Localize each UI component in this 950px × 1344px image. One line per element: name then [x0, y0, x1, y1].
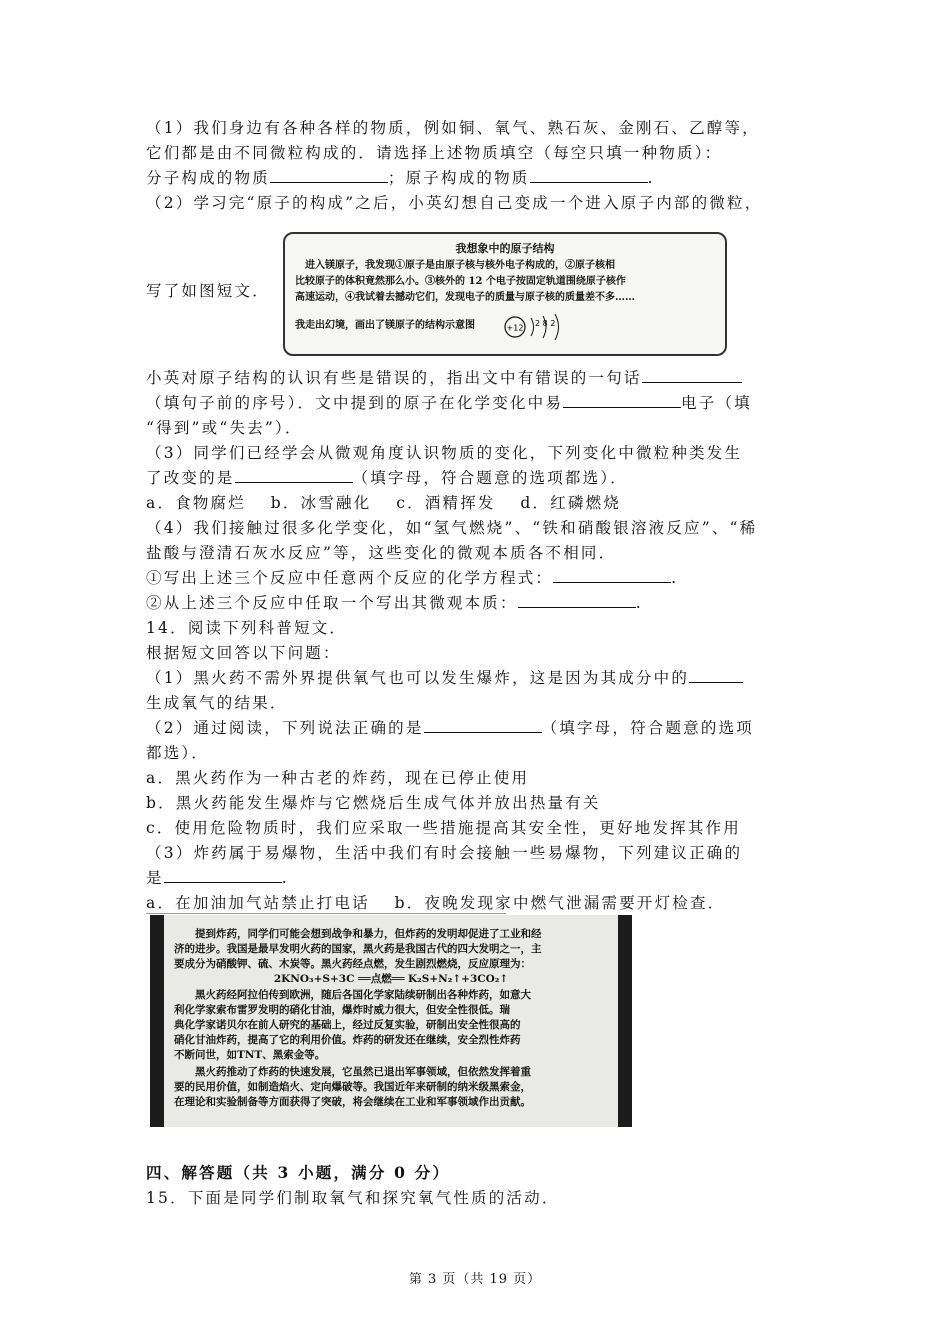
q14-part2-prompt: （2）通过阅读，下列说法正确的是	[146, 719, 424, 737]
q1-end: .	[647, 169, 655, 187]
q14-part2-line1	[146, 718, 754, 738]
section-heading: 四、解答题（共 3 小题，满分 0 分）	[146, 1163, 451, 1182]
q1-label-atom: ；原子构成的物质	[387, 169, 530, 187]
article-line8: 不断问世，如TNT、黑索金等。	[174, 1049, 326, 1061]
q15-line: 15．下面是同学们制取氧气和探究氧气性质的活动．	[146, 1189, 560, 1207]
nucleus-charge: +12	[506, 323, 524, 333]
article-line6: 典化学家诺贝尔在前人研究的基础上，经过反复实验，研制出安全性很高的	[174, 1019, 521, 1031]
answer-blank-error-sentence[interactable]	[642, 368, 742, 383]
answer-blank-q14-2[interactable]	[424, 718, 542, 733]
article-line9: 黑火药推动了炸药的快速发展，它虽然已退出军事领域，但依然发挥着重	[174, 1066, 531, 1078]
q4-line4	[146, 593, 643, 613]
q2-line3	[146, 368, 742, 388]
answer-blank-q14-3[interactable]	[164, 868, 282, 883]
q14-option-a: a．黑火药作为一种古老的炸药，现在已停止使用	[146, 769, 530, 787]
q14-part1-line2: 生成氧气的结果．	[146, 694, 288, 712]
article-line3: 要成分为硝酸钾、硫、木炭等。黑火药经点燃，发生剧烈燃烧，反应原理为：	[174, 958, 531, 970]
answer-blank-equation[interactable]	[553, 568, 671, 583]
q14-part3-prompt: 是	[146, 869, 164, 887]
atom-story-line2: 比较原子的体积竟然那么小。③核外的 12 个电子按固定轨道围绕原子核作	[295, 276, 626, 287]
q14-instruction: 根据短文回答以下问题：	[146, 644, 341, 662]
atom-story-figure	[283, 232, 727, 356]
q3-tail: （填字母，符合题意的选项都选）．	[352, 469, 628, 487]
article-line10: 要的民用价值，如制造焰火、定向爆破等。我国近年来研制的纳米级黑索金，	[174, 1081, 531, 1093]
q4-equation-prompt: ①写出上述三个反应中任意两个反应的化学方程式：	[146, 569, 554, 587]
q14-title: 14．阅读下列科普短文．	[146, 619, 348, 637]
q1-line2: 它们都是由不同微粒构成的．请选择上述物质填空（每空只填一种物质）：	[146, 144, 723, 162]
q1-line3	[146, 168, 655, 188]
q14-part3-line1: （3）炸药属于易爆物，生活中我们有时会接触一些易爆物，下列建议正确的	[146, 844, 743, 862]
q2-electron-tail: 电子（填	[681, 394, 752, 412]
q3-line1: （3）同学们已经学会从微观角度认识物质的变化，下列变化中微粒种类发生	[146, 444, 743, 462]
q4-line3	[146, 568, 678, 588]
q4-essence-prompt: ②从上述三个反应中任取一个写出其微观本质：	[146, 594, 518, 612]
q4-line1: （4）我们接触过很多化学变化，如“氢气燃烧”、“铁和硝酸银溶液反应”、“稀	[146, 519, 758, 537]
q14-part1-prompt: （1）黑火药不需外界提供氧气也可以发生爆炸，这是因为其成分中的	[146, 669, 690, 687]
gunpowder-article-figure	[150, 915, 632, 1127]
q2-line5: “得到”或“失去”）．	[146, 419, 303, 437]
answer-blank-electron[interactable]	[563, 393, 681, 408]
article-line5: 利化学家索布雷罗发明的硝化甘油，爆炸时威力很大，但安全性很低。瑞	[174, 1004, 510, 1016]
answer-blank-q3[interactable]	[235, 468, 353, 483]
answer-blank-q14-1[interactable]	[689, 668, 743, 683]
atom-story-line4: 我走出幻境，画出了镁原子的结构示意图	[295, 320, 475, 331]
q1-line1: （1）我们身边有各种各样的物质，例如铜、氧气、熟石灰、金刚石、乙醇等，	[146, 119, 760, 137]
q3-options: a．食物腐烂 b．冰雪融化 c．酒精挥发 d．红磷燃烧	[146, 494, 622, 512]
q2-error-prompt: 小英对原子结构的认识有些是错误的，指出文中有错误的一句话	[146, 369, 642, 387]
atom-story-line1: 进入镁原子，我发现①原子是由原子核与核外电子构成的，②原子核相	[295, 260, 615, 271]
q14-period: .	[281, 869, 289, 887]
answer-blank-atom[interactable]	[530, 168, 648, 183]
q4-period-2: .	[635, 594, 643, 612]
q14-part2-tail: （填字母，符合题意的选项	[541, 719, 754, 737]
q2-line1: （2）学习完“原子的构成”之后，小英幻想自己变成一个进入原子内部的微粒，	[146, 194, 763, 212]
article-line11: 在理论和实验制备等方面获得了突破，将会继续在工业和军事领域作出贡献。	[174, 1096, 531, 1108]
q3-prompt: 了改变的是	[146, 469, 235, 487]
article-line4: 黑火药经阿拉伯传到欧洲，随后各国化学家陆续研制出各种炸药，如意大	[174, 989, 531, 1001]
atom-story-line3: 高速运动，④我试着去撼动它们，发现电子的质量与原子核的质量差不多……	[295, 292, 635, 303]
answer-blank-essence[interactable]	[518, 593, 636, 608]
q14-part2-line2: 都选）．	[146, 744, 210, 762]
magnesium-atom-diagram	[501, 312, 591, 342]
article-line7: 硝化甘油炸药，提高了它的利用价值。炸药的研发还在继续，安全烈性炸药	[174, 1034, 521, 1046]
q14-part3-options: a．在加油加气站禁止打电话 b．夜晚发现家中燃气泄漏需要开灯检查．	[146, 894, 726, 912]
page-footer: 第 3 页（共 19 页）	[408, 1272, 542, 1287]
q14-option-c: c．使用危险物质时，我们应采取一些措施提高其安全性，更好地发挥其作用	[146, 819, 741, 837]
article-equation: 2KNO₃+S+3C ══点燃══ K₂S+N₂↑+3CO₂↑	[273, 973, 509, 985]
q14-part1-line1	[146, 668, 743, 688]
electron-shells: 2 8 2	[535, 319, 556, 328]
q4-line2: 盐酸与澄清石灰水反应”等，这些变化的微观本质各不相同．	[146, 544, 617, 562]
q14-part3-line2	[146, 868, 289, 888]
article-line1: 提到炸药，同学们可能会想到战争和暴力，但炸药的发明却促进了工业和经	[174, 928, 542, 940]
scroll-right-bar	[618, 915, 632, 1127]
answer-blank-molecule[interactable]	[270, 168, 388, 183]
q1-label-molecule: 分子构成的物质	[146, 169, 270, 187]
q3-line2	[146, 468, 628, 488]
q2-line2: 写了如图短文．	[146, 282, 270, 300]
q2-electron-prompt: （填句子前的序号）．文中提到的原子在化学变化中易	[146, 394, 564, 412]
atom-story-title: 我想象中的原子结构	[455, 242, 555, 255]
q14-option-b: b．黑火药能发生爆炸与它燃烧后生成气体并放出热量有关	[146, 794, 601, 812]
q2-line4	[146, 393, 752, 413]
divider	[146, 913, 506, 914]
article-line2: 济的进步。我国是最早发明火药的国家，黑火药是我国古代的四大发明之一，主	[174, 943, 542, 955]
q4-period-1: .	[671, 569, 679, 587]
scroll-left-bar	[150, 915, 164, 1127]
